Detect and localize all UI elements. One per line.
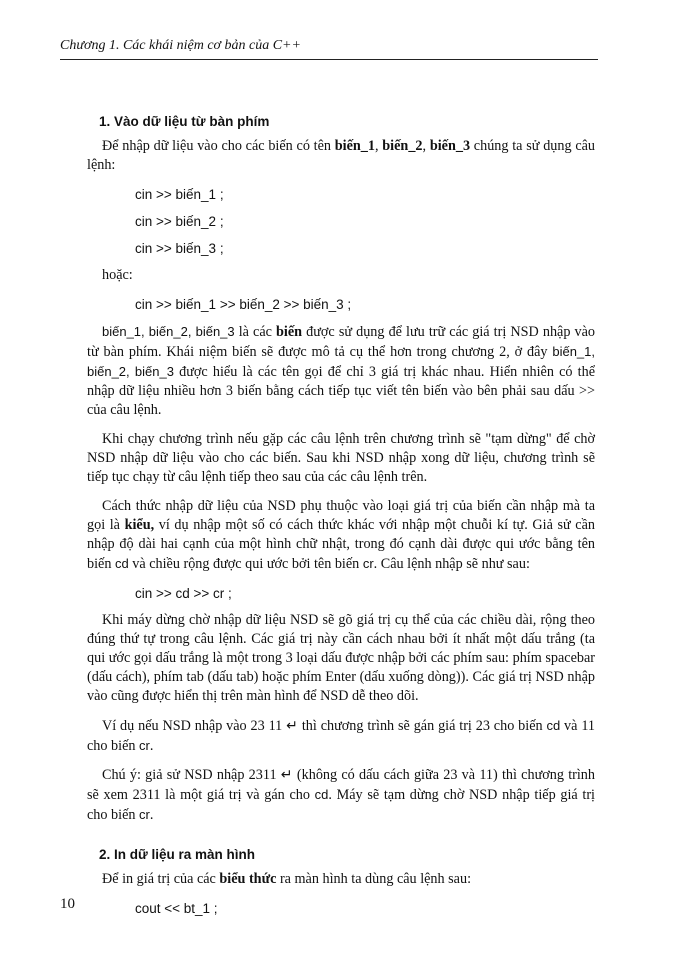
text: .	[149, 807, 154, 823]
running-header: Chương 1. Các khái niệm cơ bản của C++	[60, 38, 598, 60]
paragraph-note	[87, 766, 595, 825]
code-inline: cd	[114, 556, 129, 571]
code-inline: cd	[314, 787, 329, 802]
code-inline: cd	[546, 718, 561, 733]
paragraph-intro	[87, 137, 595, 175]
code-line: cin >> biến_1 >> biến_2 >> biến_3 ;	[135, 297, 352, 312]
page-content	[87, 112, 595, 926]
term-bold: biểu thức	[219, 871, 277, 887]
text: ,	[422, 138, 430, 154]
text: Để nhập dữ liệu vào cho các biến có tên	[102, 138, 335, 154]
text: Để in giá trị của các	[102, 871, 220, 887]
paragraph-pause: Khi chạy chương trình nếu gặp các câu lệnh trên chương trình sẽ "tạm dừng" để chờ NSD nhập dữ liệu vào cho các biến. Sau khi NSD nhập xong dữ liệu, chương trình sẽ tiếp tục chạy từ câu lệnh tiếp theo sau của các câu lệnh trên.	[87, 431, 595, 485]
code-line: cin >> biến_2 ;	[135, 214, 224, 229]
paragraph-whitespace: Khi máy dừng chờ nhập dữ liệu NSD sẽ gõ giá trị cụ thể của các chiều dài, rộng theo đúng thứ tự trong câu lệnh. Các giá trị này cần cách nhau bởi ít nhất một dấu trắng (ta qui ước gọi dấu trắng là một trong 3 loại dấu được nhập bởi các phím sau: phím spacebar (dấu cách), phím tab (dấu tab) hoặc phím Enter (dấu xuống dòng)). Các giá trị NSD nhập vào cũng được hiển thị trên màn hình để NSD dễ theo dõi.	[87, 612, 595, 704]
text: ví dụ nhập một số có cách thức khác với nhập một chuỗi kí tự. Giả sử cần nhập độ dài hai cạnh của một hình chữ nhật, trong đó cạnh dài được qui ước bằng tên biến	[87, 517, 595, 572]
text: ,	[374, 138, 383, 154]
code-inline: cr	[362, 556, 374, 571]
text: và chiều rộng được qui ước bởi tên biến	[128, 556, 363, 572]
code-inline: cr	[139, 807, 150, 822]
code-line: cin >> cd >> cr ;	[135, 586, 232, 601]
var-name: biến_2	[382, 138, 423, 154]
paragraph-variables	[87, 322, 595, 420]
page-number: 10	[60, 896, 75, 912]
text: chúng ta sử dụng câu lệnh:	[87, 138, 596, 173]
paragraph-example	[87, 716, 595, 756]
paragraph-output-intro	[87, 870, 595, 889]
paragraph-type	[87, 497, 595, 574]
paragraph-or: hoặc:	[102, 267, 133, 283]
text: .	[149, 738, 154, 754]
text: ra màn hình ta dùng câu lệnh sau:	[276, 871, 472, 887]
code-line: cout << bt_1 ;	[135, 901, 218, 916]
text: . Câu lệnh nhập sẽ như sau:	[373, 556, 530, 572]
var-name: biến_3	[429, 138, 471, 154]
text: là các	[234, 324, 277, 340]
code-inline: biến_1, biến_2, biến_3	[102, 324, 235, 339]
code-line: cin >> biến_3 ;	[135, 241, 224, 256]
code-inline: cr	[139, 738, 150, 753]
section-heading-input: 1. Vào dữ liệu từ bàn phím	[99, 114, 270, 129]
var-name: biến_1	[334, 138, 375, 154]
text: Ví dụ nếu NSD nhập vào 23 11 ↵ thì chương trình sẽ gán giá trị 23 cho biến	[102, 718, 547, 734]
text: Chú ý: giả sử NSD nhập 2311 ↵ (không có dấu cách giữa 23 và 11) thì chương trình sẽ xem 2311 là một giá trị và gán cho	[87, 767, 595, 803]
text: và 11 cho biến	[87, 718, 595, 754]
code-line: cin >> biến_1 ;	[135, 187, 224, 202]
term-bold: kiểu,	[124, 517, 155, 533]
text: được hiểu là các tên gọi để chỉ 3 giá trị khác nhau. Hiển nhiên có thể nhập dữ liệu nhiều hơn 3 biến bằng cách tiếp tục viết tên biến vào bên phải sau dấu >> của câu lệnh.	[87, 364, 595, 418]
term-bold: biến	[276, 324, 303, 340]
section-heading-output: 2. In dữ liệu ra màn hình	[99, 847, 256, 862]
text: . Máy sẽ tạm dừng chờ NSD nhập tiếp giá trị cho biến	[87, 787, 595, 823]
text: được sử dụng để lưu trữ các giá trị NSD nhập vào từ bàn phím. Khái niệm biến sẽ được mô tả cụ thể hơn trong chương 2, ở đây	[87, 324, 595, 360]
text: Cách thức nhập dữ liệu của NSD phụ thuộc vào loại giá trị của biến cần nhập mà ta gọi là	[87, 498, 595, 533]
code-inline: biến_1, biến_2, biến_3	[87, 344, 595, 379]
